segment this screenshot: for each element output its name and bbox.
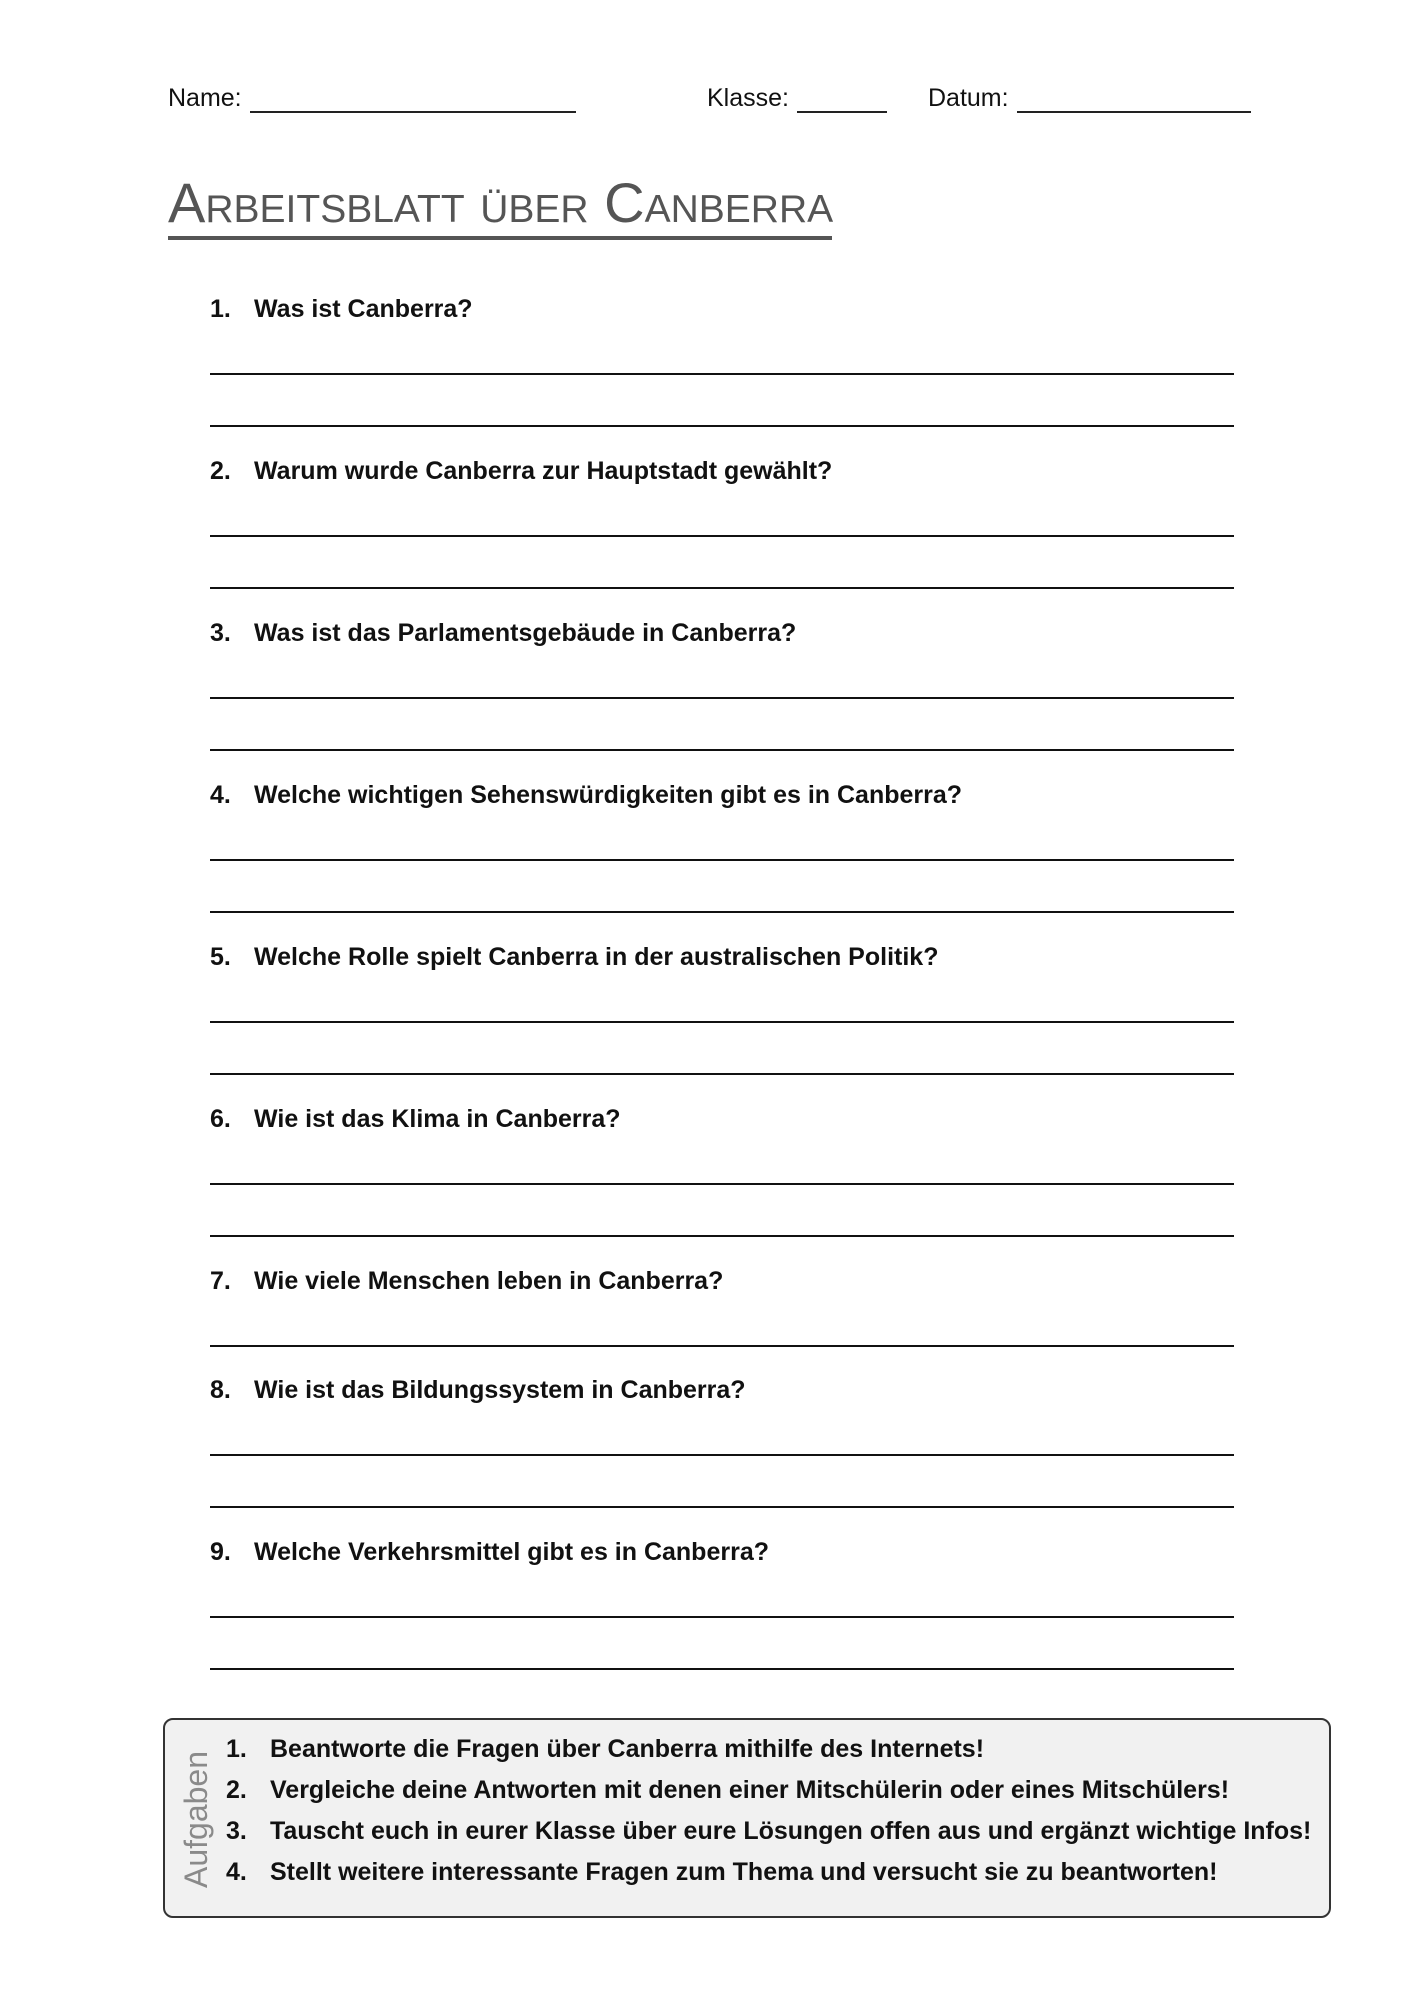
question-text — [210, 619, 1230, 648]
header-fields — [168, 84, 1248, 124]
question-label: Was ist Canberra? — [254, 295, 473, 323]
task-text: Beantworte die Fragen über Canberra mithilfe des Internets! — [270, 1735, 985, 1763]
question-9 — [210, 1538, 1230, 1567]
question-label: Wie viele Menschen leben in Canberra? — [254, 1267, 724, 1295]
question-number: 6. — [210, 1105, 231, 1133]
name-label: Name: — [168, 84, 242, 112]
class-input-line[interactable] — [797, 89, 887, 113]
question-text — [210, 457, 1230, 486]
question-label: Welche wichtigen Sehenswürdigkeiten gibt es in Canberra? — [254, 781, 963, 809]
question-number: 2. — [210, 457, 231, 485]
question-2 — [210, 457, 1230, 486]
task-text: Tauscht euch in eurer Klasse über eure Lösungen offen aus und ergänzt wichtige Infos! — [270, 1817, 1312, 1845]
answer-line[interactable] — [210, 859, 1234, 861]
date-input-line[interactable] — [1017, 89, 1251, 113]
answer-line[interactable] — [210, 373, 1234, 375]
question-number: 4. — [210, 781, 231, 809]
task-number: 4. — [226, 1858, 247, 1886]
question-number: 5. — [210, 943, 231, 971]
task-number: 3. — [226, 1817, 247, 1845]
question-text — [210, 295, 1230, 324]
answer-line[interactable] — [210, 1616, 1234, 1618]
question-text — [210, 943, 1230, 972]
question-number: 9. — [210, 1538, 231, 1566]
task-item-2 — [226, 1776, 1229, 1805]
question-8 — [210, 1376, 1230, 1405]
date-field[interactable] — [928, 84, 1251, 113]
question-7 — [210, 1267, 1230, 1296]
name-input-line[interactable] — [250, 89, 576, 113]
tasks-label: Aufgaben — [178, 1750, 214, 1888]
page-title: Arbeitsblatt über Canberra — [168, 171, 834, 234]
title-underline — [168, 236, 832, 240]
question-number: 8. — [210, 1376, 231, 1404]
question-label: Welche Verkehrsmittel gibt es in Canberra? — [254, 1538, 769, 1566]
answer-line[interactable] — [210, 1668, 1234, 1670]
answer-line[interactable] — [210, 587, 1234, 589]
name-field[interactable] — [168, 84, 576, 113]
answer-line[interactable] — [210, 1345, 1234, 1347]
answer-line[interactable] — [210, 535, 1234, 537]
question-label: Was ist das Parlamentsgebäude in Canberra? — [254, 619, 797, 647]
answer-line[interactable] — [210, 1506, 1234, 1508]
question-label: Welche Rolle spielt Canberra in der australischen Politik? — [254, 943, 939, 971]
task-text: Stellt weitere interessante Fragen zum Thema und versucht sie zu beantworten! — [270, 1858, 1218, 1886]
task-text: Vergleiche deine Antworten mit denen einer Mitschülerin oder eines Mitschülers! — [270, 1776, 1230, 1804]
question-label: Wie ist das Bildungssystem in Canberra? — [254, 1376, 746, 1404]
question-text — [210, 1376, 1230, 1405]
answer-line[interactable] — [210, 911, 1234, 913]
answer-line[interactable] — [210, 1073, 1234, 1075]
answer-line[interactable] — [210, 1235, 1234, 1237]
question-3 — [210, 619, 1230, 648]
answer-line[interactable] — [210, 1454, 1234, 1456]
task-item-1 — [226, 1735, 984, 1764]
question-text — [210, 1267, 1230, 1296]
class-field[interactable] — [707, 84, 887, 113]
question-text — [210, 1105, 1230, 1134]
task-number: 2. — [226, 1776, 247, 1804]
question-number: 3. — [210, 619, 231, 647]
answer-line[interactable] — [210, 697, 1234, 699]
answer-line[interactable] — [210, 749, 1234, 751]
date-label: Datum: — [928, 84, 1009, 112]
task-item-4 — [226, 1858, 1217, 1887]
question-number: 1. — [210, 295, 231, 323]
answer-line[interactable] — [210, 1183, 1234, 1185]
question-label: Wie ist das Klima in Canberra? — [254, 1105, 621, 1133]
question-4 — [210, 781, 1230, 810]
question-label: Warum wurde Canberra zur Hauptstadt gewählt? — [254, 457, 833, 485]
question-6 — [210, 1105, 1230, 1134]
question-text — [210, 781, 1230, 810]
question-number: 7. — [210, 1267, 231, 1295]
class-label: Klasse: — [707, 84, 789, 112]
answer-line[interactable] — [210, 1021, 1234, 1023]
question-text — [210, 1538, 1230, 1567]
question-1 — [210, 295, 1230, 324]
answer-line[interactable] — [210, 425, 1234, 427]
task-item-3 — [226, 1817, 1311, 1846]
task-number: 1. — [226, 1735, 247, 1763]
question-5 — [210, 943, 1230, 972]
